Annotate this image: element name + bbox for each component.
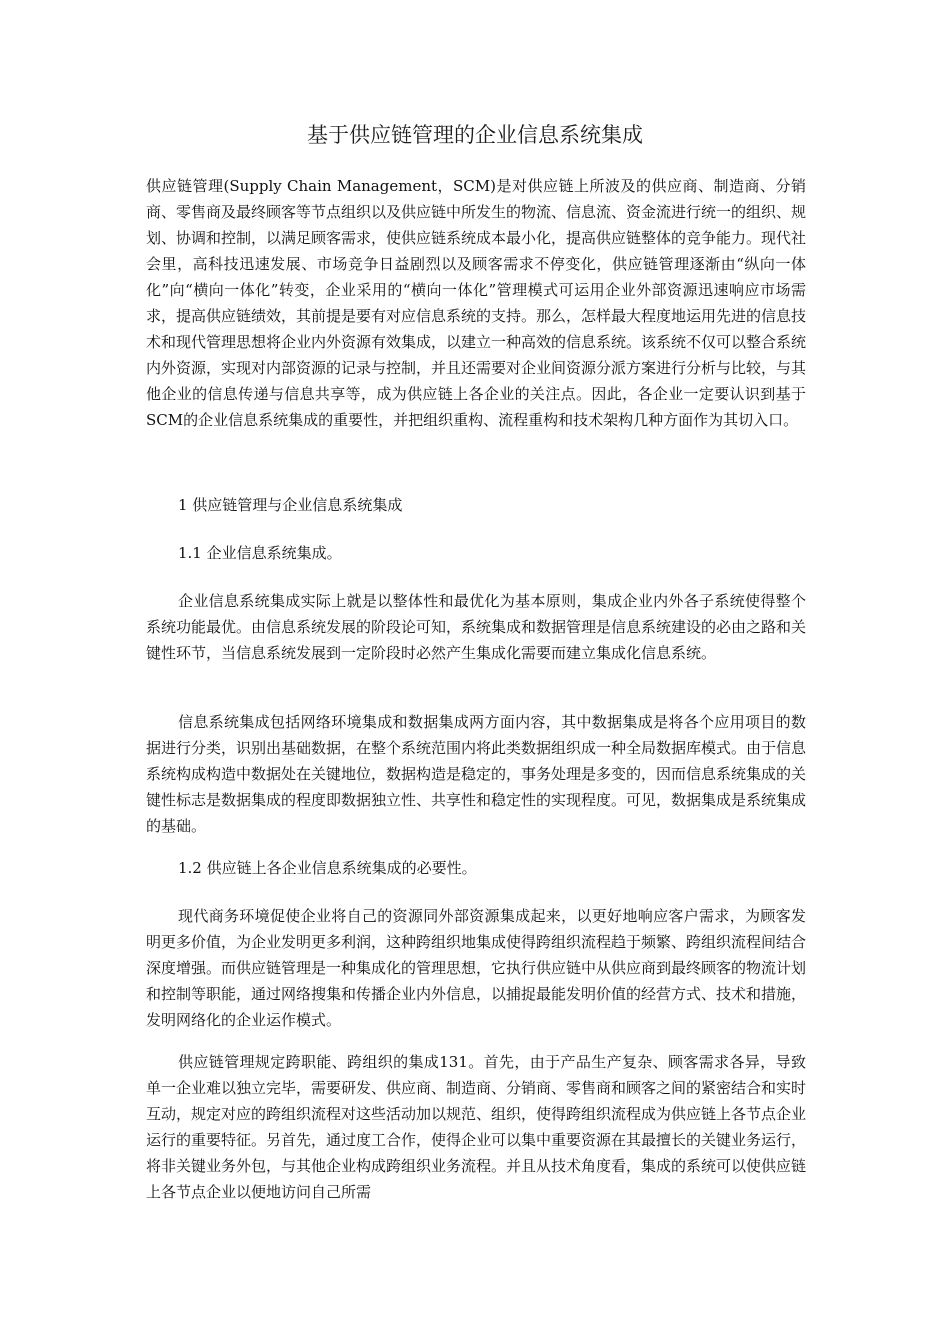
section-1-2-paragraph-2-block xyxy=(146,1049,806,1205)
section-1-1-paragraph-2: 信息系统集成包括网络环境集成和数据集成两方面内容，其中数据集成是将各个应用项目的数据进行分类，识别出基础数据，在整个系统范围内将此类数据组织成一种全局数据库模式。由于信息系统构成构造中数据处在关键地位，数据构造是稳定的，事务处理是多变的，因而信息系统集成的关键性标志是数据集成的程度即数据独立性、共享性和稳定性的实现程度。可见，数据集成是系统集成的基础。 xyxy=(146,713,807,835)
section-1-2-paragraph-1: 现代商务环境促使企业将自己的资源同外部资源集成起来，以更好地响应客户需求，为顾客发明更多价值，为企业发明更多利润，这种跨组织地集成使得跨组织流程趋于频繁、跨组织流程间结合深度增强。而供应链管理是一种集成化的管理思想，它执行供应链中从供应商到最终顾客的物流计划和控制等职能，通过网络搜集和传播企业内外信息，以捕捉最能发明价值的经营方式、技术和措施，发明网络化的企业运作模式。 xyxy=(146,907,807,1029)
section-1-1-paragraph-1: 企业信息系统集成实际上就是以整体性和最优化为基本原则，集成企业内外各子系统使得整个系统功能最优。由信息系统发展的阶段论可知，系统集成和数据管理是信息系统建设的必由之路和关键性环节，当信息系统发展到一定阶段时必然产生集成化需要而建立集成化信息系统。 xyxy=(146,592,807,662)
intro-paragraph: 供应链管理(Supply Chain Management，SCM)是对供应链上所波及的供应商、制造商、分销商、零售商及最终顾客等节点组织以及供应链中所发生的物流、信息流、资金流进行统一的组织、规划、协调和控制，以满足顾客需求，使供应链系统成本最小化，提高供应链整体的竞争能力。现代社会里，高科技迅速发展、市场竞争日益剧烈以及顾客需求不停变化，供应链管理逐渐由“纵向一体化”向“横向一体化”转变，企业采用的“横向一体化”管理模式可运用企业外部资源迅速响应市场需求，提高供应链绩效，其前提是要有对应信息系统的支持。那么，怎样最大程度地运用先进的信息技术和现代管理思想将企业内外资源有效集成，以建立一种高效的信息系统。该系统不仅可以整合系统内外资源，实现对内部资源的记录与控制，并且还需要对企业间资源分派方案进行分析与比较，与其他企业的信息传递与信息共享等，成为供应链上各企业的关注点。因此，各企业一定要认识到基于SCM的企业信息系统集成的重要性，并把组织重构、流程重构和技术架构几种方面作为其切入口。 xyxy=(146,177,807,429)
intro-section xyxy=(146,173,806,433)
section-1-2-heading: 1.2 供应链上各企业信息系统集成的必要性。 xyxy=(178,859,477,877)
section-1-heading: 1 供应链管理与企业信息系统集成 xyxy=(178,496,403,514)
section-1-1-paragraph-1-block xyxy=(146,588,806,666)
section-1-2-paragraph-1-block xyxy=(146,903,806,1033)
section-1-1-heading: 1.1 企业信息系统集成。 xyxy=(178,544,342,562)
document-title: 基于供应链管理的企业信息系统集成 xyxy=(307,123,643,147)
section-1-2-paragraph-2: 供应链管理规定跨职能、跨组织的集成131。首先，由于产品生产复杂、顾客需求各异，导致单一企业难以独立完毕，需要研发、供应商、制造商、分销商、零售商和顾客之间的紧密结合和实时互动，规定对应的跨组织流程对这些活动加以规范、组织，使得跨组织流程成为供应链上各节点企业运行的重要特征。另首先，通过度工合作，使得企业可以集中重要资源在其最擅长的关键业务运行，将非关键业务外包，与其他企业构成跨组织业务流程。并且从技术角度看，集成的系统可以使供应链上各节点企业以便地访问自己所需 xyxy=(146,1053,807,1201)
section-1-1-paragraph-2-block xyxy=(146,709,806,839)
